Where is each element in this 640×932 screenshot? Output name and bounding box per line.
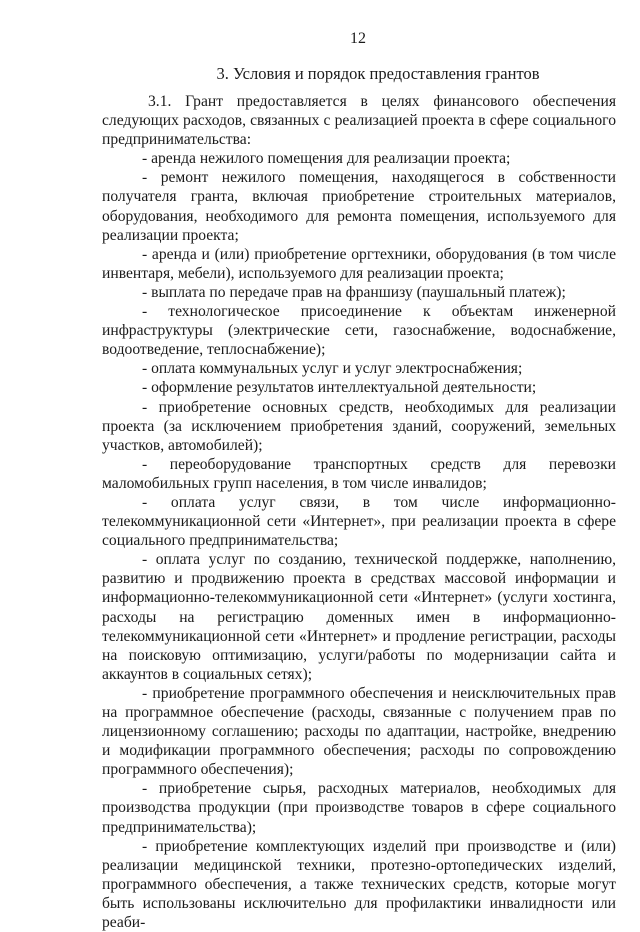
expense-item: - выплата по передаче прав на франшизу (паушальный платеж); [142, 283, 566, 301]
expense-item: - технологическое присоединение к объектам инженерной инфраструктуры (электрические сети, газоснабжение, водоснабжение, водоотведение, теплоснабжение); [102, 303, 616, 359]
expense-item: - оформление результатов интеллектуальной деятельности; [142, 379, 537, 397]
expense-item: - оплата услуг связи, в том числе информационно-телекоммуникационной сети «Интернет», при реализации проекта в сфере социального предпринимательства; [102, 493, 616, 550]
expense-item: - приобретение комплектующих изделий при производстве и (или) реализации медицинской техники, протезно-ортопедических изделий, программного обеспечения, а также технических средств, которые могут быть использованы исключительно для профилактики инвалидности или реаби- [102, 837, 616, 932]
expense-item: - оплата коммунальных услуг и услуг электроснабжения; [142, 360, 523, 378]
expense-item: - аренда и (или) приобретение оргтехники, оборудования (в том числе инвентаря, мебели), используемого для реализации проекта; [102, 245, 616, 282]
page-number: 12 [350, 30, 366, 47]
expense-item: - аренда нежилого помещения для реализации проекта; [142, 150, 511, 168]
expense-item: - приобретение программного обеспечения и неисключительных прав на программное обеспечение (расходы, связанные с получением прав по лицензионному соглашению; расходы по адаптации, настройке, внедрению и модификации программного обеспечения; расходы по сопровождению программного обеспечения); [102, 684, 616, 779]
section-title: 3. Условия и порядок предоставления грантов [216, 64, 540, 83]
body-text [102, 92, 616, 932]
expense-item: - ремонт нежилого помещения, находящегося в собственности получателя гранта, включая приобретение строительных материалов, оборудования, необходимого для ремонта помещения, используемого для реализации проекта; [102, 169, 616, 244]
expense-item: - приобретение основных средств, необходимых для реализации проекта (за исключением приобретения зданий, сооружений, земельных участков, автомобилей); [102, 398, 616, 454]
expense-item: - оплата услуг по созданию, технической поддержке, наполнению, развитию и продвижению проекта в средствах массовой информации и информационно-телекоммуникационной сети «Интернет» (услуги хостинга, расходы на регистрацию доменных имен в информационно-телекоммуникационной сети «Интернет» и продление регистрации, расходы на поисковую оптимизацию, услуги/работы по модернизации сайта и аккаунтов в социальных сетях); [102, 551, 616, 683]
expense-item: - переоборудование транспортных средств для перевозки маломобильных групп населения, в том числе инвалидов; [102, 455, 616, 492]
intro-paragraph: 3.1. Грант предоставляется в целях финансового обеспечения следующих расходов, связанных с реализацией проекта в сфере социального предпринимательства: [102, 93, 616, 149]
expense-item: - приобретение сырья, расходных материалов, необходимых для производства продукции (при производстве товаров в сфере социального предпринимательства); [102, 780, 616, 836]
